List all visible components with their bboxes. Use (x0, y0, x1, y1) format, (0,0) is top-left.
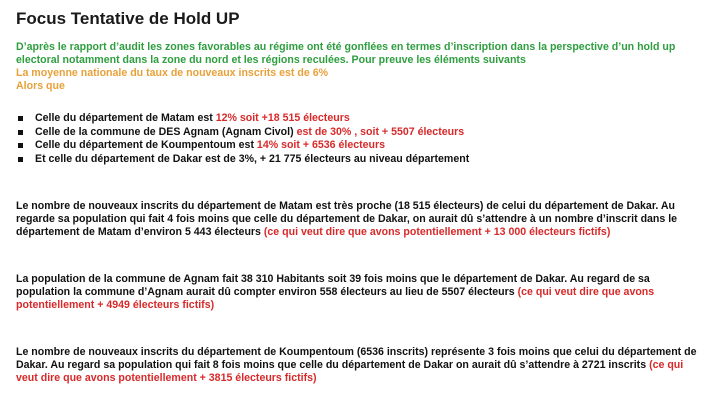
paragraph-highlight: (ce qui veut dire que avons potentiellement + 13 000 électeurs fictifs) (263, 226, 611, 238)
paragraph-text: La population de la commune de Agnam fait 38 310 Habitants soit 39 fois moins que le département de Dakar. Au regard de sa population la commune d’Agnam aurait dû compter environ 558 électeurs au lieu de 5507 électeurs (16, 273, 650, 298)
page-title: Focus Tentative de Hold UP (16, 9, 240, 28)
bullet-text: Celle du département de Koumpentoum est (35, 139, 257, 152)
intro-national-average: La moyenne nationale du taux de nouveaux inscrits est de 6% (16, 67, 329, 79)
bullet-square-icon (18, 116, 23, 121)
bullet-item (18, 112, 469, 126)
bullet-text: Et celle du département de Dakar est de 3%, + 21 775 électeurs au niveau département (35, 152, 470, 165)
paragraph-highlight: (ce qui veut dire que avons potentiellement + 3815 électeurs fictifs) (16, 359, 684, 384)
bullet-highlight: 14% soit + 6536 électeurs (256, 139, 386, 152)
paragraph-agnam (16, 273, 706, 312)
paragraph-koumpentoum (16, 346, 706, 385)
bullet-list (18, 112, 469, 166)
bullet-item (18, 153, 469, 167)
paragraph-text: Le nombre de nouveaux inscrits du département de Koumpentoum (6536 inscrits) représente 3 fois moins que celui du département de Dakar. Au regard sa population qui fait 8 fois moins que celle du département de Dakar on aurait dû s’attendre à 2721 inscrits (16, 346, 697, 371)
bullet-square-icon (18, 143, 23, 148)
bullet-square-icon (18, 157, 23, 162)
paragraph-text: Le nombre de nouveaux inscrits du département de Matam est très proche (18 515 électeurs) de celui du département de Dakar. Au regarde sa population qui fait 4 fois moins que celle du département de Dakar, on aurait dû s’attendre à un nombre d’inscrit dans le département de Matam d’environ 5 443 électeurs (16, 200, 678, 238)
bullet-text: Celle du département de Matam est (35, 112, 216, 124)
bullet-square-icon (18, 130, 23, 135)
intro-green-text: D’après le rapport d’audit les zones favorables au régime ont été gonflées en termes d’inscription dans la perspective d’un hold up electoral notamment dans la zone du nord et les régions reculées. Pour preuve les éléments suivants (16, 41, 676, 66)
bullet-text: Celle de la commune de DES Agnam (Agnam Civol) (35, 125, 297, 138)
intro-alors-que: Alors que (16, 80, 65, 92)
paragraph-matam (16, 200, 706, 239)
bullet-item (18, 126, 469, 140)
bullet-item (18, 139, 469, 153)
intro-block (16, 41, 706, 93)
bullet-highlight: est de 30% , soit + 5507 électeurs (296, 125, 465, 138)
bullet-highlight: 12% soit +18 515 électeurs (215, 112, 350, 124)
paragraph-highlight: (ce qui veut dire que avons potentiellement + 4949 électeurs fictifs) (16, 286, 655, 311)
